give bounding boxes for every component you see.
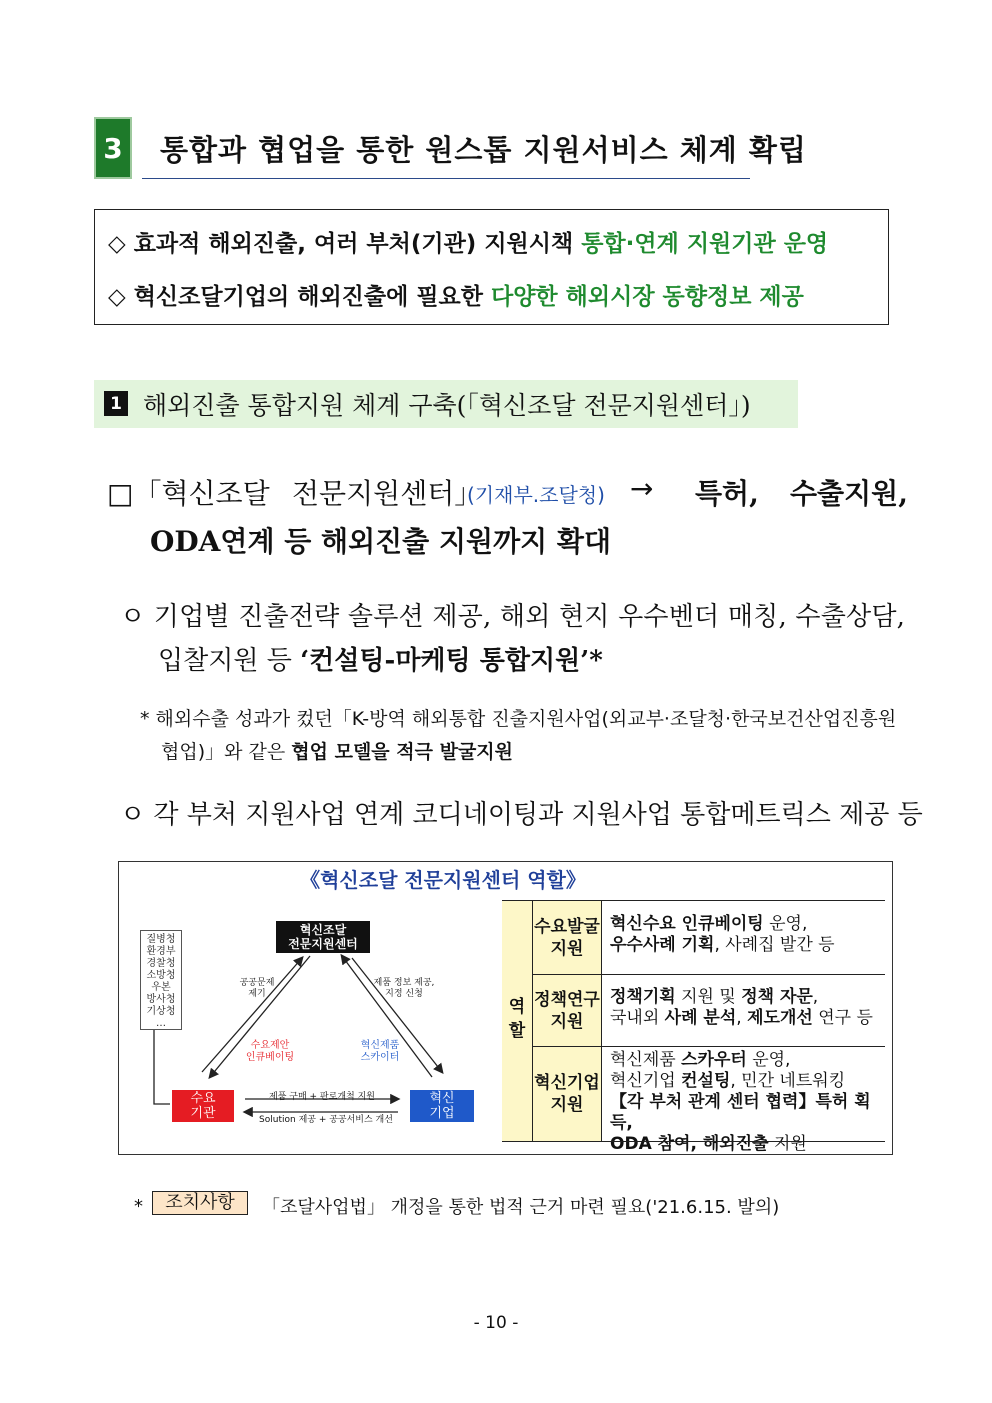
subsection-marker: 1: [104, 391, 128, 416]
label-inner-right: 혁신제품 스카이터: [360, 1040, 400, 1063]
page-number: - 10 -: [473, 1313, 519, 1333]
agency-item: 방사청: [146, 994, 176, 1005]
subsection-title: 해외진출 통합지원 체계 구축(「혁신조달 전문지원센터」): [143, 391, 751, 420]
center-node: 혁신조달 전문지원센터: [276, 921, 370, 953]
label-inner-left: 수요제안 인큐베이팅: [245, 1040, 295, 1063]
footnote-line-2-bold: 협업 모델을 적극 발굴지원: [291, 741, 514, 763]
agency-item: 우본: [151, 982, 171, 993]
footnote-line-2: [161, 737, 513, 764]
agency-connector: [154, 1030, 170, 1104]
item1-part-d: 수출지원,: [790, 477, 908, 510]
summary-line-2-text: ◇ 혁신조달기업의 해외진출에 필요한: [108, 284, 491, 310]
item1-paren: (기재부.조달청): [467, 483, 605, 507]
item1-line-2: ODA연계 등 해외진출 지원까지 확대: [150, 525, 612, 558]
summary-line-1-text: ◇ 효과적 해외진출, 여러 부처(기관) 지원시책: [108, 231, 582, 257]
section-underline: [142, 178, 750, 179]
agency-item: 기상청: [146, 1006, 176, 1017]
item1-part-a: □「혁신조달: [107, 477, 270, 510]
summary-line-2: [108, 278, 804, 311]
label-left-edge: 공공문제 제기: [239, 978, 275, 999]
label-bottom-bottom: Solution 제공 + 공공서비스 개선: [259, 1115, 393, 1125]
bullet1-line-2-bold: ‘컨설팅-마케팅 통합지원’*: [300, 646, 603, 676]
summary-line-2-highlight: 다양한 해외시장 동향정보 제공: [491, 284, 804, 310]
agency-item: 환경부: [146, 946, 176, 957]
label-bottom-top: 제품 구매 + 판로개척 지원: [269, 1092, 375, 1102]
role-desc-3: 혁신제품 스카우터 운영, 혁신기업 컨설팅, 민간 네트워킹 【각 부처 관계 센터 협력】특허 획득, ODA 참여, 해외진출 지원: [610, 1050, 871, 1154]
bullet1-line-1: ㅇ 기업별 진출전략 솔루션 제공, 해외 현지 우수벤더 매칭, 수출상담,: [120, 602, 906, 632]
role-name-1: 수요발굴 지원: [532, 901, 602, 974]
item1-part-c: 특허,: [695, 477, 759, 510]
agency-item: 소방청: [146, 970, 176, 981]
note-text: 「조달사업법」 개정을 통한 법적 근거 마련 필요('21.6.15. 발의): [262, 1197, 780, 1218]
footnote-line-1: * 해외수출 성과가 컸던「K-방역 해외통합 진출지원사업(외교부·조달청·한국보건산업진흥원: [140, 708, 897, 730]
roles-header: 역 할: [508, 997, 526, 1041]
innovative-company-node: 혁신 기업: [410, 1090, 474, 1122]
summary-line-1: [108, 225, 828, 258]
agency-item: 경찰청: [146, 958, 176, 969]
section-number: 3: [94, 117, 132, 179]
section-title: 통합과 협업을 통한 원스톱 지원서비스 체계 확립: [160, 133, 807, 167]
footnote-line-2-text: 협업)」와 같은: [161, 741, 292, 763]
role-name-3: 혁신기업 지원: [532, 1047, 602, 1141]
bullet2: ㅇ 각 부처 지원사업 연계 코디네이팅과 지원사업 통합메트릭스 제공 등: [120, 800, 923, 830]
agency-item: …: [156, 1018, 166, 1029]
diagram-title: 《혁신조달 전문지원센터 역할》: [300, 868, 586, 892]
demand-agency-node: 수요 기관: [172, 1090, 234, 1122]
summary-line-1-highlight: 통합·연계 지원기관 운영: [581, 231, 829, 257]
item1-part-b: 전문지원센터」: [292, 477, 483, 510]
note-star: *: [134, 1196, 143, 1217]
role-name-2: 정책연구 지원: [532, 975, 602, 1046]
bullet1-line-2-text: 입찰지원 등: [158, 646, 301, 676]
action-tag: 조치사항: [152, 1191, 248, 1215]
item1-arrow: →: [630, 472, 654, 505]
role-desc-2: 정책기획 지원 및 정책 자문, 국내외 사례 분석, 제도개선 연구 등: [610, 987, 873, 1028]
role-desc-1: 혁신수요 인큐베이팅 운영, 우수사례 기획, 사례집 발간 등: [610, 914, 835, 955]
agency-list: [140, 930, 182, 1030]
label-right-edge: 제품 정보 제공, 지정 신청: [373, 978, 435, 999]
roles-bottom-rule: [502, 1141, 885, 1142]
agency-item: 질병청: [146, 934, 176, 945]
bullet1-line-2: [158, 640, 603, 677]
